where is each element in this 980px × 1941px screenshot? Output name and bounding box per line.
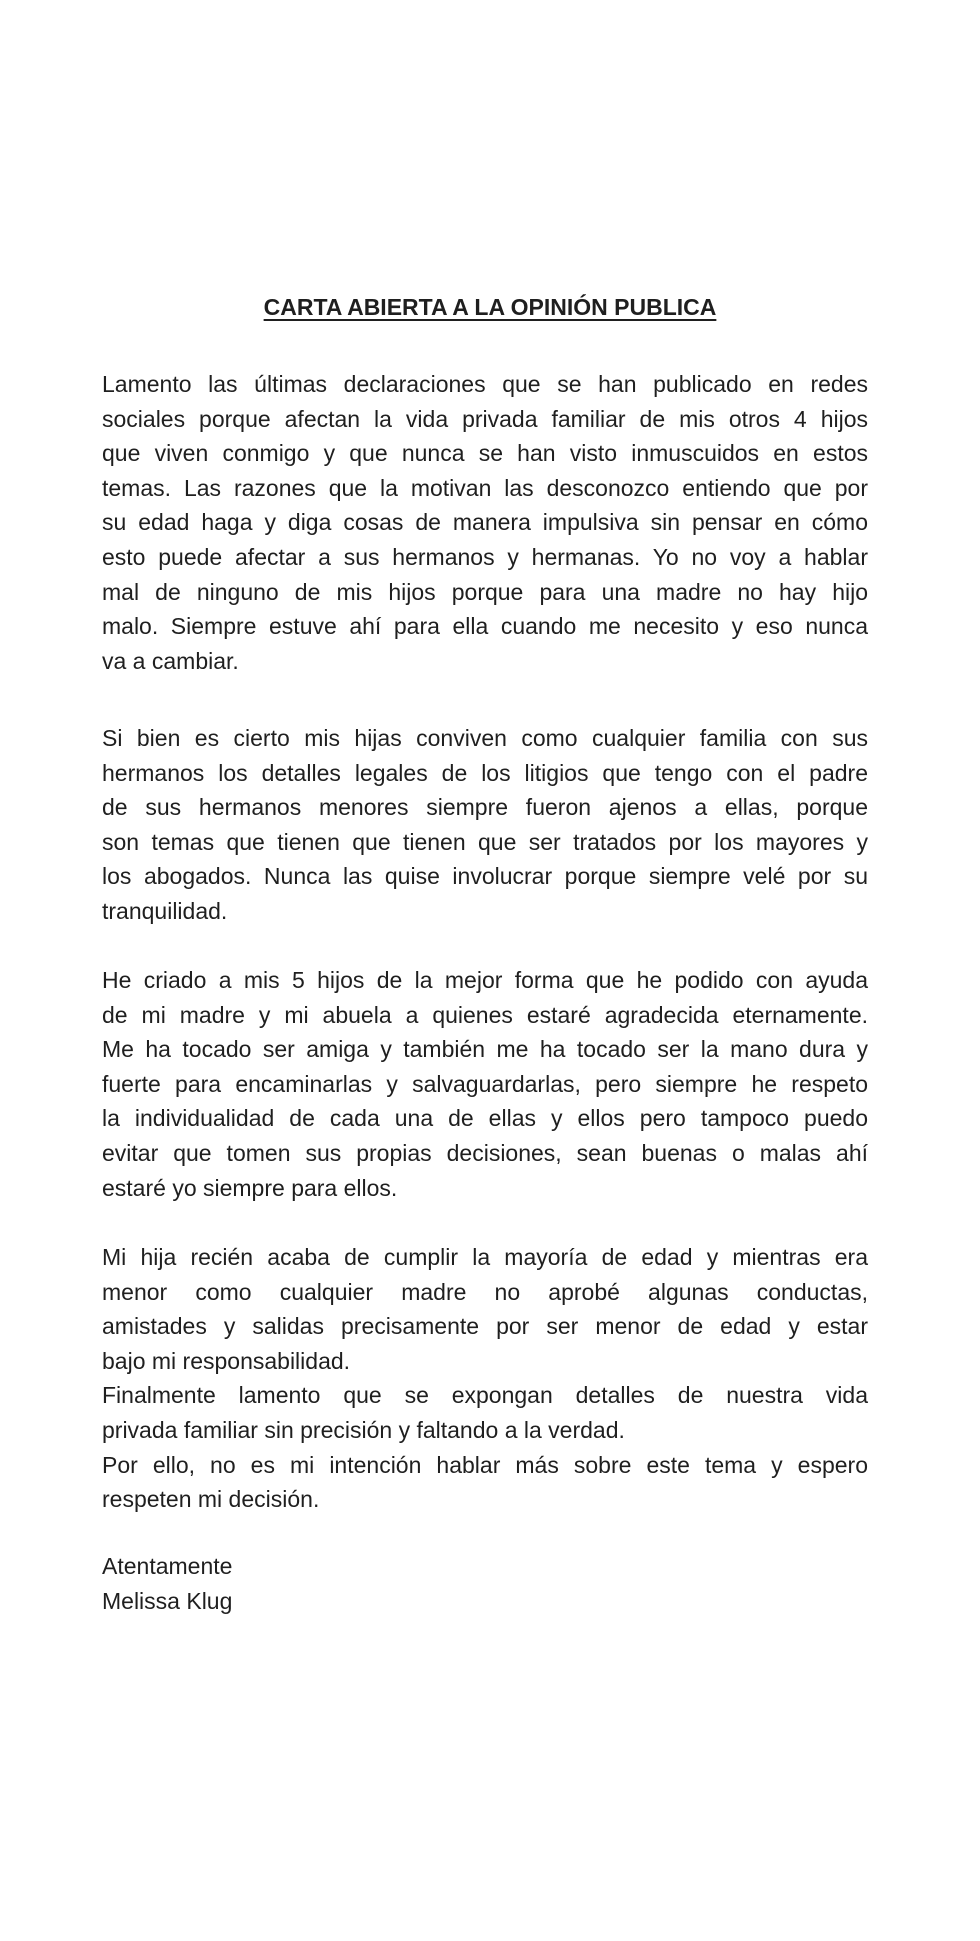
text-line: la individualidad de cada una de ellas y ellos pero tampoco puedo xyxy=(102,1105,868,1132)
text-line: de sus hermanos menores siempre fueron ajenos a ellas, porque xyxy=(102,794,868,821)
text-line: mal de ninguno de mis hijos porque para una madre no hay hijo xyxy=(102,578,868,605)
text-line: evitar que tomen sus propias decisiones, sean buenas o malas ahí xyxy=(102,1139,868,1166)
paragraph-2 xyxy=(102,721,868,929)
text-line: bajo mi responsabilidad. xyxy=(102,1347,351,1374)
text-line: va a cambiar. xyxy=(102,647,239,674)
text-line: fuerte para encaminarlas y salvaguardarlas, pero siempre he respeto xyxy=(102,1070,868,1097)
text-line: He criado a mis 5 hijos de la mejor forma que he podido con ayuda xyxy=(102,967,868,993)
text-line: estaré yo siempre para ellos. xyxy=(102,1174,398,1201)
text-line: hermanos los detalles legales de los litigios que tengo con el padre xyxy=(102,759,868,786)
paragraph-1 xyxy=(102,367,868,678)
closing-text: Atentamente xyxy=(102,1553,233,1579)
text-line: Lamento las últimas declaraciones que se han publicado en redes xyxy=(102,371,868,397)
text-line: su edad haga y diga cosas de manera impulsiva sin pensar en cómo xyxy=(102,509,868,536)
letter-title: CARTA ABIERTA A LA OPINIÓN PUBLICA xyxy=(263,294,717,320)
text-line: Si bien es cierto mis hijas conviven como cualquier familia con sus xyxy=(102,725,868,751)
paragraph-4 xyxy=(102,1240,868,1517)
closing-block xyxy=(102,1549,868,1618)
text-line: esto puede afectar a sus hermanos y hermanas. Yo no voy a hablar xyxy=(102,543,868,570)
text-line: malo. Siempre estuve ahí para ella cuando me necesito y eso nunca xyxy=(102,613,868,640)
text-line: sociales porque afectan la vida privada familiar de mis otros 4 hijos xyxy=(102,405,868,432)
text-line: Por ello, no es mi intención hablar más sobre este tema y espero xyxy=(102,1451,868,1478)
text-line: tranquilidad. xyxy=(102,897,228,924)
text-line: respeten mi decisión. xyxy=(102,1486,320,1513)
text-line: amistades y salidas precisamente por ser menor de edad y estar xyxy=(102,1313,868,1340)
text-line: temas. Las razones que la motivan las desconozco entiendo que por xyxy=(102,474,868,501)
signature-name: Melissa Klug xyxy=(102,1587,233,1614)
text-line: Mi hija recién acaba de cumplir la mayoría de edad y mientras era xyxy=(102,1244,868,1270)
text-line: privada familiar sin precisión y faltando a la verdad. xyxy=(102,1416,625,1443)
text-line: de mi madre y mi abuela a quienes estaré agradecida eternamente. xyxy=(102,1001,868,1028)
text-line: son temas que tienen que tienen que ser tratados por los mayores y xyxy=(102,828,868,855)
text-line: los abogados. Nunca las quise involucrar porque siempre velé por su xyxy=(102,863,868,890)
text-line: Me ha tocado ser amiga y también me ha tocado ser la mano dura y xyxy=(102,1036,868,1063)
paragraph-3 xyxy=(102,963,868,1205)
text-line: menor como cualquier madre no aprobé algunas conductas, xyxy=(102,1278,868,1305)
text-line: Finalmente lamento que se expongan detalles de nuestra vida xyxy=(102,1382,868,1409)
text-line: que viven conmigo y que nunca se han visto inmuscuidos en estos xyxy=(102,440,868,467)
